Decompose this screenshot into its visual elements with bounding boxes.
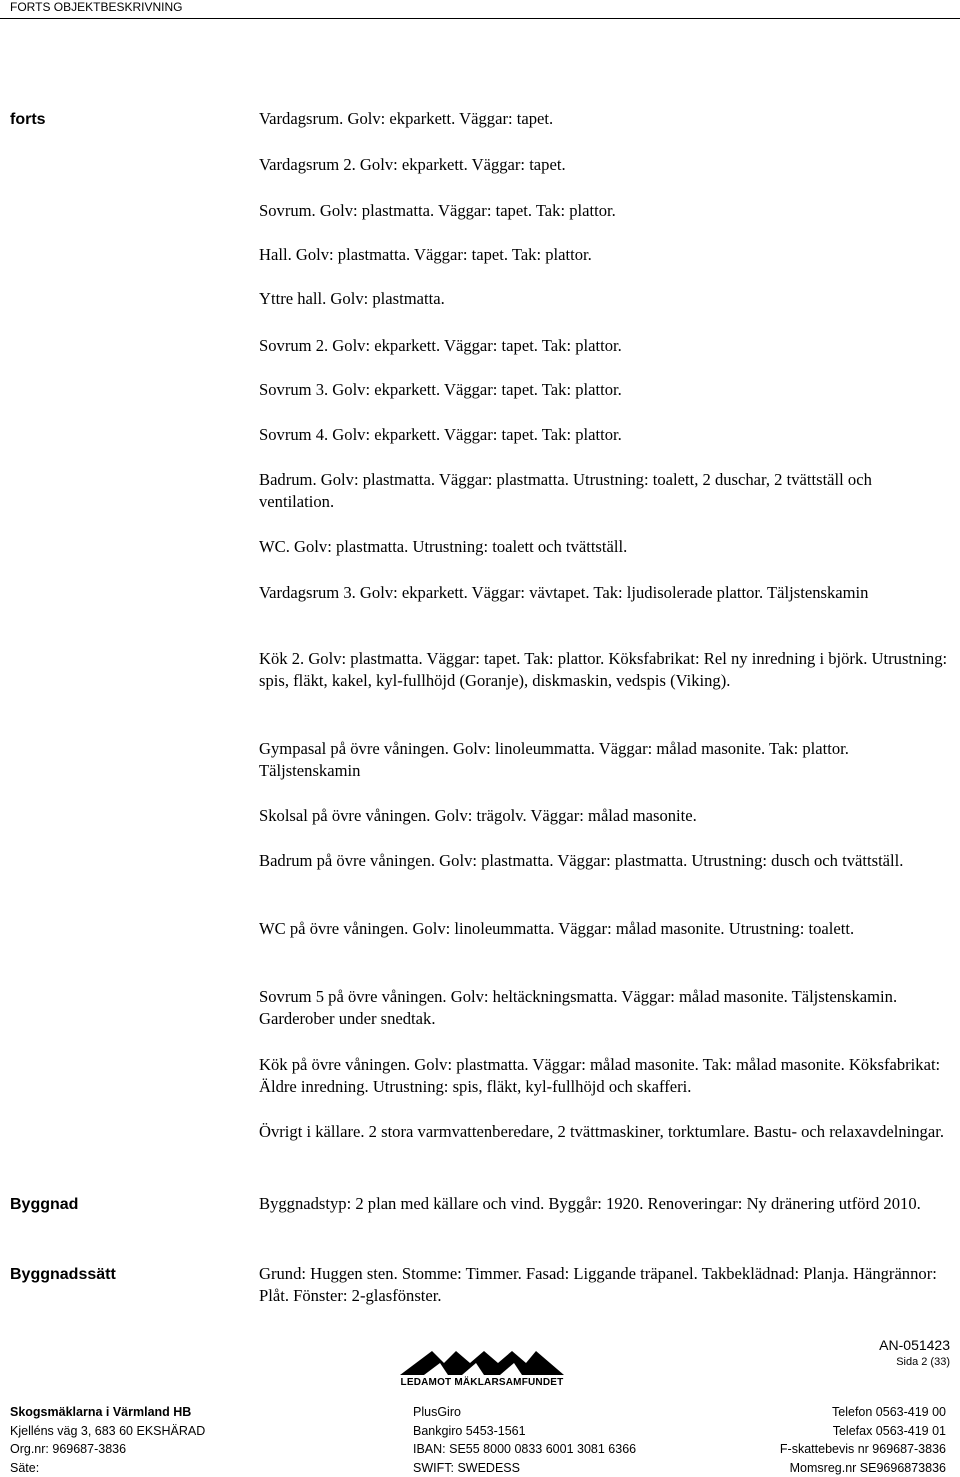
room-description: Hall. Golv: plastmatta. Väggar: tapet. Tak: plattor.: [259, 245, 592, 264]
company-name: Skogsmäklarna i Värmland HB: [10, 1405, 192, 1419]
room-description: WC på övre våningen. Golv: linoleummatta. Väggar: målad masonite. Utrustning: toalett.: [259, 919, 855, 938]
room-description: Sovrum. Golv: plastmatta. Väggar: tapet. Tak: plattor.: [259, 201, 616, 220]
footer-contact: [780, 1403, 946, 1477]
room-description: Badrum. Golv: plastmatta. Väggar: plastmatta. Utrustning: toalett, 2 duschar, 2 tvättställ och ventilation.: [259, 470, 872, 511]
page-number: Sida 2 (33): [896, 1356, 950, 1368]
room-description: WC. Golv: plastmatta. Utrustning: toalett och tvättställ.: [259, 537, 628, 556]
company-address: Kjelléns väg 3, 683 60 EKSHÄRAD: [10, 1423, 206, 1438]
room-description: Yttre hall. Golv: plastmatta.: [259, 289, 445, 308]
room-description: Sovrum 5 på övre våningen. Golv: heltäckningsmatta. Väggar: målad masonite. Täljstenskamin. Garderober under snedtak.: [259, 987, 898, 1028]
contact-fax: Telefax 0563-419 01: [832, 1423, 946, 1438]
room-description: Sovrum 3. Golv: ekparkett. Väggar: tapet. Tak: plattor.: [259, 380, 622, 399]
header-divider: [0, 18, 960, 19]
document-header: FORTS OBJEKTBESKRIVNING: [10, 0, 183, 14]
company-orgnr: Org.nr: 969687-3836: [10, 1442, 127, 1456]
room-description: Badrum på övre våningen. Golv: plastmatta. Väggar: plastmatta. Utrustning: dusch och tvättställ.: [259, 851, 904, 870]
section-label-byggnadssatt: Byggnadssätt: [10, 1266, 116, 1283]
contact-phone: Telefon 0563-419 00: [832, 1405, 946, 1419]
room-description: Kök 2. Golv: plastmatta. Väggar: tapet. Tak: plattor. Köksfabrikat: Rel ny inredning i björk. Utrustning: spis, fläkt, kakel, kyl-fullhöjd (Goranje), diskmaskin, vedspis (Viking).: [259, 649, 948, 690]
bank-swift: SWIFT: SWEDESS: [413, 1460, 520, 1475]
room-description: Sovrum 4. Golv: ekparkett. Väggar: tapet. Tak: plattor.: [259, 425, 622, 444]
room-description: Vardagsrum. Golv: ekparkett. Väggar: tapet.: [259, 109, 554, 128]
contact-fskatt: F-skattebevis nr 969687-3836: [779, 1442, 946, 1456]
bank-plusgiro: PlusGiro: [413, 1405, 461, 1419]
room-description: Kök på övre våningen. Golv: plastmatta. Väggar: målad masonite. Tak: målad masonite. Köksfabrikat: Äldre inredning. Utrustning: spis, fläkt, kyl-fullhöjd och skafferi.: [259, 1055, 941, 1096]
room-description: Skolsal på övre våningen. Golv: trägolv. Väggar: målad masonite.: [259, 806, 697, 825]
byggnadssatt-text: Grund: Huggen sten. Stomme: Timmer. Fasad: Liggande träpanel. Takbeklädnad: Planja. Hängrännor: Plåt. Fönster: 2-glasfönster.: [259, 1264, 937, 1305]
section-label-byggnad: Byggnad: [10, 1196, 79, 1213]
bank-iban: IBAN: SE55 8000 0833 6001 3081 6366: [413, 1442, 637, 1456]
section-label-forts: forts: [10, 111, 46, 128]
byggnad-text: Byggnadstyp: 2 plan med källare och vind. Byggår: 1920. Renoveringar: Ny dränering utförd 2010.: [259, 1194, 921, 1213]
bank-bankgiro: Bankgiro 5453-1561: [413, 1423, 526, 1438]
room-description: Sovrum 2. Golv: ekparkett. Väggar: tapet. Tak: plattor.: [259, 336, 622, 355]
contact-momsreg: Momsreg.nr SE9696873836: [789, 1460, 946, 1475]
logo-caption: LEDAMOT MÄKLARSAMFUNDET: [400, 1377, 564, 1388]
room-description: Övrigt i källare. 2 stora varmvattenberedare, 2 tvättmaskiner, torktumlare. Bastu- och relaxavdelningar.: [259, 1122, 944, 1141]
footer-company: [10, 1403, 205, 1477]
room-description: Vardagsrum 3. Golv: ekparkett. Väggar: vävtapet. Tak: ljudisolerade plattor. Täljstenskamin: [259, 583, 869, 602]
room-description: Vardagsrum 2. Golv: ekparkett. Väggar: tapet.: [259, 155, 566, 174]
footer-bank: [413, 1403, 636, 1477]
room-description: Gympasal på övre våningen. Golv: linoleummatta. Väggar: målad masonite. Tak: plattor. Täljstenskamin: [259, 739, 849, 780]
company-sate: Säte:: [10, 1460, 40, 1475]
document-id: AN-051423: [879, 1337, 950, 1353]
